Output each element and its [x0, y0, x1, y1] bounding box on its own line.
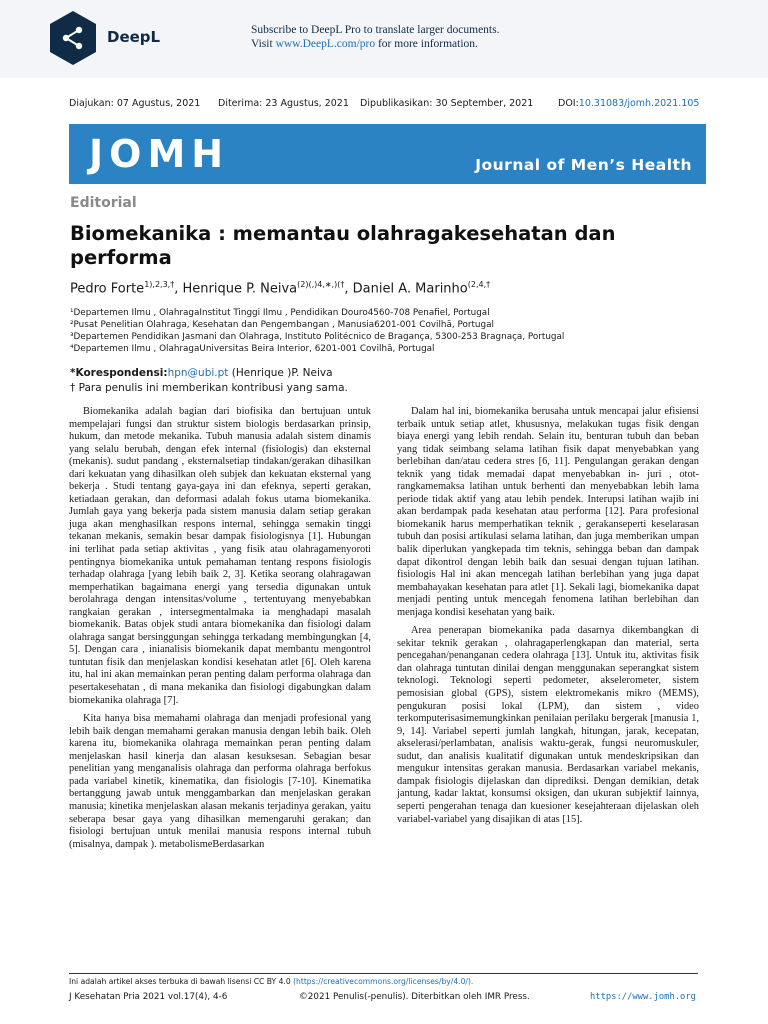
- equal-contribution-note: † Para penulis ini memberikan kontribusi yang sama.: [70, 382, 348, 394]
- affiliation-item: ⁴Departemen Ilmu , OlahragaUniversitas Beira Interior, 6201-001 Covilhã, Portugal: [70, 344, 435, 354]
- doi: [558, 98, 699, 109]
- deepl-pro-link[interactable]: www.DeepL.com/pro: [275, 38, 376, 50]
- journal-name: Journal of Men’s Health: [475, 156, 692, 174]
- body-paragraph: Biomekanika adalah bagian dari biofisika dan bertujuan untuk mempelajari fungsi dan struktur sistem biologis berdasarkan prinsip, hukum, dan metode mekanika. Tubuh manusia adalah sistem dinamis yang selalu berubah, dengan efek internal (fisiologis) dan eksternal (mekanis). sudut pandang , eksternalsetiap tindakan/gerakan dihasilkan dari kekuatan yang dihasilkan oleh subjek dan kekuatan eksternal yang bekerja . Studi tentang gaya-gaya ini dan efeknya, seperti gerakan, ketiadaan gerakan, dan deformasi adalah fokus utama biomekanika. Jumlah gaya yang bekerja pada sistem manusia dalam setiap gerakan juga akan menghasilkan respons internal, sehingga semakin tinggi tekanan mekanis, semakin besar dampak fisiologisnya [1]. Hubungan ini terlihat pada setiap aktivitas , yang fisik atau olahragamenyoroti pentingnya biomekanika untuk pemahaman tentang respons fisiologis terhadap olahraga [yang lebih baik 2, 3]. Ketika seorang olahragawan memperhatikan bagaimana energi yang tersedia digunakan untuk berolahraga dengan intensitas/volume , tertentuyang menyebabkan rangkaian gerakan , intersegmentalmaka ia menghadapi masalah biomekanik. Batas objek studi antara biomekanika dan fisiologi dalam olahraga sangat bersinggungan sehingga terkadang membingungkan [4, 5]. Dengan cara , inianalisis biomekanik dapat membantu mengontrol tuntutan fisik dan menjelaskan kondisi kesehatan atlet [6]. Oleh karena itu, hal ini akan memainkan peran penting dalam performa olahraga dan pesertakesehatan , di mana mekanika dan fisiologi digabungkan dalam biomekanika olahraga [7].: [69, 406, 371, 706]
- journal-logo: JOMH: [89, 132, 230, 176]
- promo-rest-text: for more information.: [375, 38, 478, 50]
- deepl-brand-name: DeepL: [107, 28, 161, 46]
- license-link[interactable]: (https://creativecommons.org/licenses/by/4.0/).: [293, 977, 474, 986]
- correspondence-block: [70, 366, 348, 396]
- affiliation-item: ¹Departemen Ilmu , OlahragaInstitut Tinggi Ilmu , Pendidikan Douro4560-708 Penafiel, Portugal: [70, 308, 490, 318]
- deepl-promo-text: [251, 23, 499, 51]
- author-affiliation-marks: 1),2,3,†: [144, 280, 175, 289]
- body-paragraph: Kita hanya bisa memahami olahraga dan menjadi profesional yang lebih baik dengan memahami gerakan manusia dengan lebih baik. Oleh karena itu, biomekanika olahraga memainkan peran penting dalam menjelaskan hasil kinerja dan alasan kesuksesan. Sebagian besar penelitian yang menganalisis olahraga dan performa olahraga berfokus pada variabel kinetik, kinematika, dan fisiologis [7-10]. Kinematika bertanggung jawab untuk menggambarkan dan menjelaskan gerakan manusia; kinetika menjelaskan alasan mekanis terjadinya gerakan, yaitu seberapa besar gaya yang dihasilkan memengaruhi gerakan; dan fisiologi bertujuan untuk menilai manusia respons internal tubuh (misalnya, dampak ). metabolismeBerdasarkan: [69, 713, 371, 850]
- author-affiliation-marks: (2)(,)4,∗,)(†: [297, 280, 345, 289]
- author-list: [70, 280, 490, 296]
- body-paragraph: Area penerapan biomekanika pada dasarnya dikembangkan di sekitar teknik gerakan , olahragaperlengkapan dan material, serta pencegahan/penanganan cedera olahraga [13]. Untuk itu, aktivitas fisik dan olahraga tuntutan dinilai dengan menggunakan seperangkat sistem teknologi. Teknologi seperti pedometer, akselerometer, sistem pemosisian global (GPS), sistem elektromekanis mikro (MEMS), pengukuran posisi lokal (LPM), dan sistem , video terkomputerisasimemungkinkan penilaian perilaku bergerak [manusia 1, 9, 14]. Variabel seperti jumlah langkah, hitungan, jarak, kecepatan, akselerasi/perlambatan, analisis waktu-gerak, fungsi neuromuskuler, sudut, dan analisis kualitatif digunakan untuk mendeskripsikan dan mengukur intensitas gerakan manusia. Berdasarkan variabel mekanis, dampak fisiologis dijelaskan dan diprediksi. Dengan demikian, detak jantung, kadar laktat, konsumsi oksigen, dan ukuran subjektif lainnya, seperti pengerahan tenaga dan kuesioner kesejahteraan dijelaskan oleh variabel-variabel yang disajikan di atas [15].: [397, 625, 699, 825]
- correspondence-email[interactable]: hpn@ubi.pt: [167, 367, 229, 379]
- section-label: Editorial: [70, 195, 137, 211]
- body-column-left: [69, 406, 371, 857]
- author-affiliation-marks: (2,4,†: [467, 280, 491, 289]
- correspondence-line: [70, 366, 348, 381]
- published-date: Dipublikasikan: 30 September, 2021: [360, 98, 534, 109]
- correspondence-name: (Henrique )P. Neiva: [228, 367, 333, 379]
- article-title: Biomekanika : memantau olahragakesehatan dan performa: [70, 222, 616, 269]
- doi-label: DOI:: [558, 98, 579, 109]
- deepl-promo-bar: [0, 0, 768, 78]
- journal-website-link[interactable]: https://www.jomh.org: [590, 992, 696, 1002]
- author-name: , Henrique P. Neiva: [174, 281, 298, 297]
- doi-link[interactable]: 10.31083/jomh.2021.105: [578, 98, 700, 109]
- submitted-date: Diajukan: 07 Agustus, 2021: [69, 98, 201, 109]
- promo-line-1: Subscribe to DeepL Pro to translate larger documents.: [251, 24, 500, 36]
- accepted-date: Diterima: 23 Agustus, 2021: [218, 98, 349, 109]
- deepl-logo-icon[interactable]: [48, 10, 98, 66]
- copyright-notice: ©2021 Penulis(-penulis). Diterbitkan oleh IMR Press.: [299, 992, 530, 1002]
- journal-banner: [69, 124, 706, 184]
- affiliations: [70, 307, 564, 355]
- license-note: [69, 977, 473, 986]
- body-column-right: [397, 406, 699, 832]
- footer-divider: [69, 973, 698, 974]
- license-text: Ini adalah artikel akses terbuka di bawah lisensi CC BY 4.0: [69, 977, 294, 986]
- author-name: Pedro Forte: [70, 281, 145, 297]
- author-name: , Daniel A. Marinho: [344, 281, 468, 297]
- affiliation-item: ³Departemen Pendidikan Jasmani dan Olahraga, Instituto Politécnico de Bragança, 5300-253 Bragnaça, Portugal: [70, 332, 565, 342]
- correspondence-label: *Korespondensi:: [70, 367, 168, 379]
- body-paragraph: Dalam hal ini, biomekanika berusaha untuk mencapai jalur efisiensi terbaik untuk setiap atlet, khususnya, melakukan tugas fisik dengan biaya energi yang lebih rendah. Selain itu, benturan tubuh dan beban yang tidak seimbang selama latihan fisik dapat menyebabkan yang berlebihan dan/atau cedera stres [6, 11]. Pengulangan gerakan dengan teknik yang tidak memadai dapat menyebabkan in- juri , otot-rangkamemaksa latihan untuk berhenti dan menyebabkan lebih lama periode tidak aktif yang atau lebih pendek. Interupsi latihan wajib ini akan berdampak pada kesehatan atau performa [12]. Para profesional biomekanik harus memperhatikan teknik , gerakanseperti keselarasan tubuh dan posisi artikulasi selama latihan, dan juga memberikan umpan balik diperlukan yangkepada tim teknis, sehingga beban dan dampak dapat dikontrol dengan lebih baik dan sesuai dengan tujuan latihan. fisiologis Hal ini akan mencegah latihan berlebihan yang juga dapat membahayakan kesehatan para atlet [1]. Sekali lagi, biomekanika dapat menjadi penting untuk mencegah fenomena latihan berlebihan dan menjaga kondisi kesehatan yang baik.: [397, 406, 699, 618]
- promo-line-2: [251, 37, 499, 51]
- promo-visit-text: Visit: [251, 38, 276, 50]
- journal-citation: J Kesehatan Pria 2021 vol.17(4), 4-6: [69, 992, 228, 1002]
- affiliation-item: ²Pusat Penelitian Olahraga, Kesehatan dan Pengembangan , Manusia6201-001 Covilhã, Portugal: [70, 320, 494, 330]
